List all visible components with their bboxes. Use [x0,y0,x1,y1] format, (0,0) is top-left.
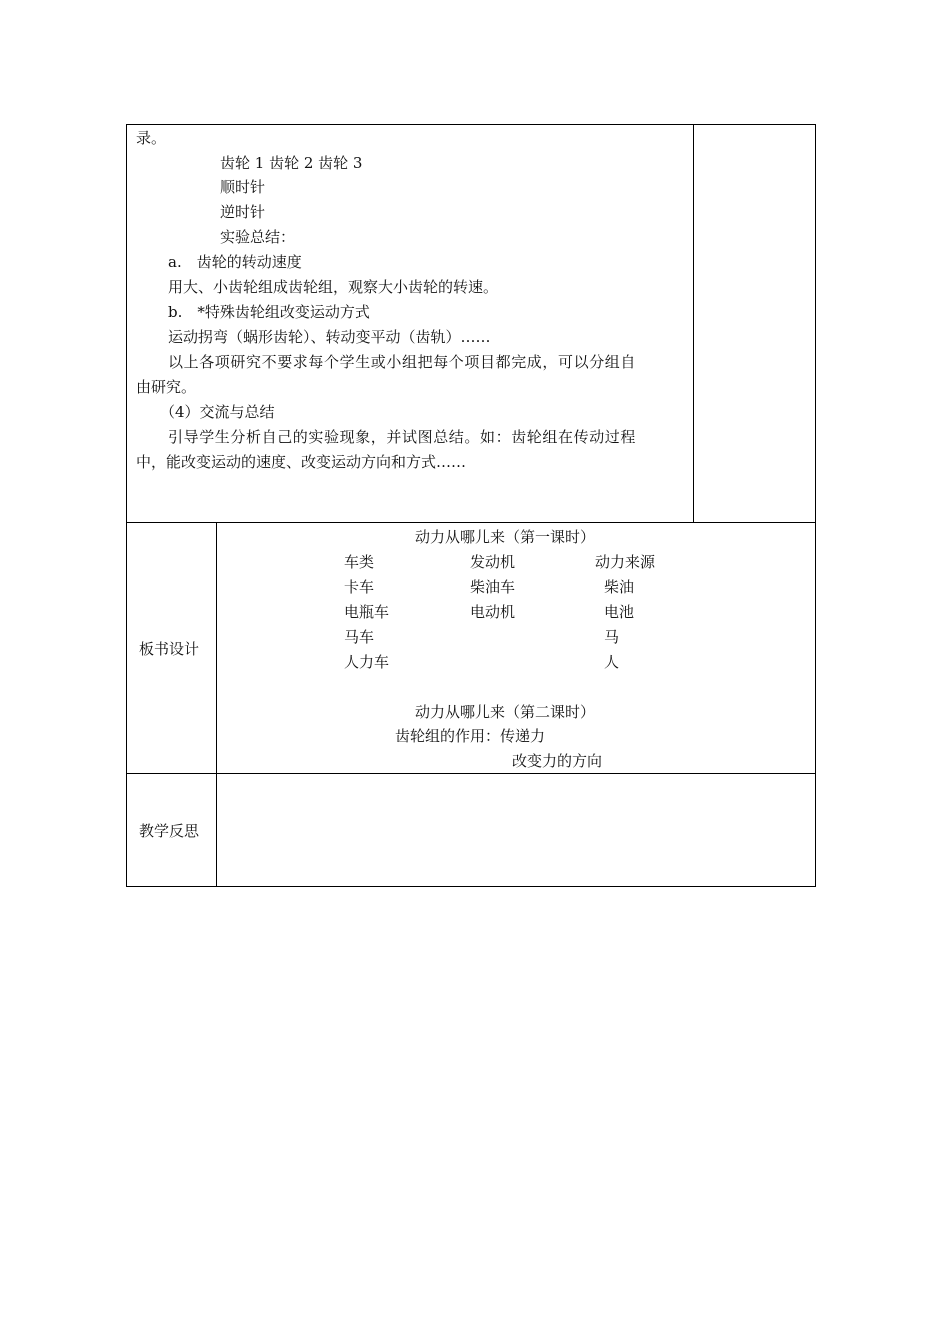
text-line: a. 齿轮的转动速度 [168,253,302,271]
board-cell: 卡车 [344,578,375,596]
board-title-1: 动力从哪儿来（第一课时） [415,528,596,546]
text-line: b. *特殊齿轮组改变运动方式 [168,303,370,321]
board-title-2: 动力从哪儿来（第二课时） [415,703,596,721]
gear-function-line-1: 齿轮组的作用：传递力 [395,727,546,745]
board-cell: 电动机 [470,603,516,621]
teaching-reflection-label: 教学反思 [139,822,200,840]
gear-function-line-2: 改变力的方向 [512,752,603,770]
row-divider-1 [126,522,816,523]
board-cell: 柴油车 [470,578,516,596]
row-divider-2 [126,773,816,774]
divider-top-cell [693,124,694,523]
text-line: 齿轮 1 齿轮 2 齿轮 3 [220,154,363,172]
board-cell: 发动机 [470,553,516,571]
border-top [126,124,816,125]
text-line: 由研究。 [136,378,197,396]
border-bottom [126,886,816,887]
text-line: 用大、小齿轮组成齿轮组，观察大小齿轮的转速。 [168,278,499,296]
board-cell: 车类 [344,553,375,571]
board-cell: 动力来源 [595,553,656,571]
board-cell: 柴油 [604,578,635,596]
board-cell: 人 [604,653,620,671]
teaching-reflection-content[interactable] [218,775,814,885]
text-line: 逆时针 [220,203,266,221]
board-cell: 马车 [344,628,375,646]
text-line: （4）交流与总结 [160,403,275,421]
text-line: 中，能改变运动的速度、改变运动方向和方式…… [136,453,467,471]
text-line: 录。 [136,129,167,147]
board-cell: 电池 [604,603,635,621]
text-line: 以上各项研究不要求每个学生或小组把每个项目都完成，可以分组自 [168,353,637,371]
text-line: 实验总结： [220,228,296,246]
text-line: 顺时针 [220,178,266,196]
label-column-divider [216,522,217,887]
board-cell: 电瓶车 [344,603,390,621]
board-cell: 人力车 [344,653,390,671]
text-line: 运动拐弯（蜗形齿轮）、转动变平动（齿轨）…… [168,328,491,346]
text-line: 引导学生分析自己的实验现象，并试图总结。如：齿轮组在传动过程 [168,428,637,446]
board-cell: 马 [604,628,620,646]
board-design-label: 板书设计 [139,640,200,658]
